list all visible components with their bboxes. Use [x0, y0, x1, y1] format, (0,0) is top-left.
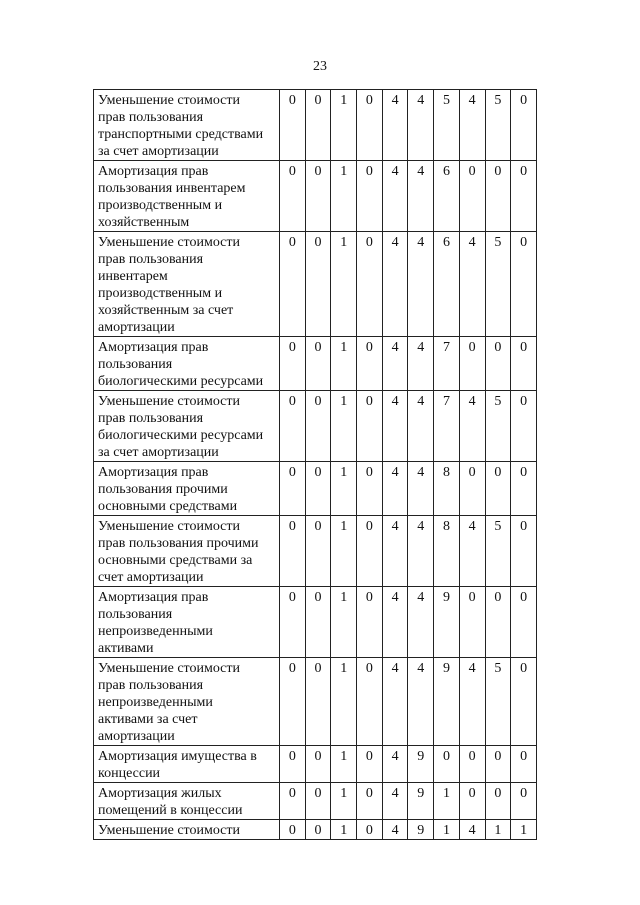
code-digit-cell: 4 [382, 587, 408, 658]
code-digit-cell: 5 [485, 232, 511, 337]
code-digit-cell: 1 [331, 90, 357, 161]
code-digit-cell: 5 [485, 90, 511, 161]
code-digit-cell: 0 [305, 462, 331, 516]
code-digit-cell: 4 [382, 161, 408, 232]
code-digit-cell: 4 [408, 90, 434, 161]
code-digit-cell: 5 [485, 516, 511, 587]
code-digit-cell: 0 [459, 462, 485, 516]
code-digit-cell: 0 [511, 658, 537, 746]
code-digit-cell: 4 [459, 90, 485, 161]
code-digit-cell: 9 [408, 783, 434, 820]
description-line: прав пользования [98, 110, 204, 125]
code-digit-cell: 1 [331, 516, 357, 587]
page-number: 23 [313, 59, 327, 74]
code-digit-cell: 1 [331, 161, 357, 232]
description-line: производственным и [98, 286, 223, 301]
code-digit-cell: 4 [382, 516, 408, 587]
row-description [94, 820, 280, 840]
code-digit-cell: 1 [331, 658, 357, 746]
code-digit-cell: 0 [459, 746, 485, 783]
code-digit-cell: 0 [280, 161, 306, 232]
code-digit-cell: 0 [511, 516, 537, 587]
description-line: инвентарем [98, 269, 168, 284]
code-digit-cell: 4 [408, 391, 434, 462]
description-line: счет амортизации [98, 570, 204, 585]
table-body [94, 90, 537, 840]
description-line: Уменьшение стоимости [98, 394, 240, 409]
description-line: за счет амортизации [98, 445, 219, 460]
code-digit-cell: 0 [485, 746, 511, 783]
code-digit-cell: 0 [357, 232, 383, 337]
table-row [94, 232, 537, 337]
code-digit-cell: 0 [280, 391, 306, 462]
code-digit-cell: 0 [459, 337, 485, 391]
code-digit-cell: 0 [305, 391, 331, 462]
description-line: Уменьшение стоимости [98, 93, 240, 108]
code-digit-cell: 0 [305, 161, 331, 232]
code-digit-cell: 8 [434, 516, 460, 587]
code-digit-cell: 1 [331, 783, 357, 820]
code-digit-cell: 0 [357, 462, 383, 516]
code-digit-cell: 4 [459, 516, 485, 587]
code-digit-cell: 0 [280, 820, 306, 840]
code-digit-cell: 4 [459, 820, 485, 840]
row-description [94, 391, 280, 462]
code-digit-cell: 0 [485, 462, 511, 516]
table-row [94, 462, 537, 516]
description-line: амортизации [98, 320, 175, 335]
description-line: прав пользования [98, 411, 204, 426]
row-description [94, 161, 280, 232]
code-digit-cell: 0 [357, 820, 383, 840]
code-digit-cell: 0 [280, 90, 306, 161]
code-digit-cell: 1 [434, 783, 460, 820]
row-description [94, 658, 280, 746]
code-digit-cell: 4 [408, 658, 434, 746]
code-digit-cell: 0 [511, 462, 537, 516]
description-line: непроизведенными [98, 695, 213, 710]
code-digit-cell: 0 [305, 337, 331, 391]
code-digit-cell: 0 [280, 746, 306, 783]
code-digit-cell: 1 [331, 337, 357, 391]
description-line: прав пользования [98, 678, 204, 693]
code-digit-cell: 5 [485, 391, 511, 462]
code-digit-cell: 0 [357, 516, 383, 587]
row-description [94, 90, 280, 161]
code-digit-cell: 0 [280, 587, 306, 658]
description-line: хозяйственным [98, 215, 190, 230]
code-digit-cell: 4 [408, 587, 434, 658]
code-digit-cell: 0 [305, 658, 331, 746]
row-description [94, 783, 280, 820]
description-line: помещений в концессии [98, 803, 243, 818]
code-digit-cell: 0 [357, 337, 383, 391]
code-digit-cell: 1 [511, 820, 537, 840]
code-digit-cell: 4 [459, 232, 485, 337]
description-line: прав пользования [98, 252, 204, 267]
code-digit-cell: 9 [434, 587, 460, 658]
code-digit-cell: 5 [434, 90, 460, 161]
code-digit-cell: 0 [280, 516, 306, 587]
code-digit-cell: 0 [357, 587, 383, 658]
budget-code-table [93, 89, 537, 840]
row-description [94, 746, 280, 783]
description-line: биологическими ресурсами [98, 374, 264, 389]
code-digit-cell: 0 [357, 161, 383, 232]
code-digit-cell: 4 [382, 820, 408, 840]
table-row [94, 587, 537, 658]
code-digit-cell: 1 [485, 820, 511, 840]
code-digit-cell: 0 [485, 161, 511, 232]
code-digit-cell: 0 [280, 232, 306, 337]
row-description [94, 232, 280, 337]
code-digit-cell: 4 [382, 90, 408, 161]
code-digit-cell: 0 [511, 90, 537, 161]
code-digit-cell: 6 [434, 232, 460, 337]
table-row [94, 820, 537, 840]
code-digit-cell: 4 [408, 516, 434, 587]
code-digit-cell: 4 [382, 391, 408, 462]
code-digit-cell: 0 [459, 587, 485, 658]
code-digit-cell: 0 [305, 746, 331, 783]
code-digit-cell: 1 [434, 820, 460, 840]
description-line: основными средствами [98, 499, 238, 514]
code-digit-cell: 0 [511, 746, 537, 783]
description-line: прав пользования прочими [98, 536, 259, 551]
description-line: концессии [98, 766, 161, 781]
description-line: производственным и [98, 198, 223, 213]
code-digit-cell: 4 [382, 462, 408, 516]
table-row [94, 337, 537, 391]
code-digit-cell: 4 [382, 783, 408, 820]
description-line: активами за счет [98, 712, 198, 727]
code-digit-cell: 0 [357, 90, 383, 161]
code-digit-cell: 0 [280, 658, 306, 746]
description-line: амортизации [98, 729, 175, 744]
description-line: Уменьшение стоимости [98, 519, 240, 534]
description-line: пользования [98, 607, 173, 622]
code-digit-cell: 0 [305, 820, 331, 840]
code-digit-cell: 0 [485, 337, 511, 391]
table-row [94, 391, 537, 462]
code-digit-cell: 4 [459, 658, 485, 746]
code-digit-cell: 4 [382, 658, 408, 746]
description-line: за счет амортизации [98, 144, 219, 159]
code-digit-cell: 6 [434, 161, 460, 232]
code-digit-cell: 0 [357, 391, 383, 462]
code-digit-cell: 0 [511, 232, 537, 337]
code-digit-cell: 1 [331, 587, 357, 658]
row-description [94, 462, 280, 516]
code-digit-cell: 4 [408, 232, 434, 337]
code-digit-cell: 0 [434, 746, 460, 783]
code-digit-cell: 1 [331, 232, 357, 337]
code-digit-cell: 4 [408, 161, 434, 232]
code-digit-cell: 4 [459, 391, 485, 462]
description-line: Амортизация прав [98, 164, 209, 179]
code-digit-cell: 4 [382, 232, 408, 337]
code-digit-cell: 4 [408, 337, 434, 391]
code-digit-cell: 9 [408, 820, 434, 840]
description-line: Уменьшение стоимости [98, 235, 240, 250]
description-line: активами [98, 641, 154, 656]
description-line: хозяйственным за счет [98, 303, 234, 318]
table-row [94, 658, 537, 746]
description-line: Амортизация прав [98, 465, 209, 480]
code-digit-cell: 0 [305, 232, 331, 337]
code-digit-cell: 0 [511, 783, 537, 820]
table-row [94, 746, 537, 783]
description-line: транспортными средствами [98, 127, 264, 142]
code-digit-cell: 1 [331, 820, 357, 840]
row-description [94, 337, 280, 391]
description-line: биологическими ресурсами [98, 428, 264, 443]
code-digit-cell: 0 [280, 783, 306, 820]
code-digit-cell: 4 [382, 337, 408, 391]
description-line: Амортизация прав [98, 340, 209, 355]
code-digit-cell: 0 [305, 90, 331, 161]
code-digit-cell: 9 [434, 658, 460, 746]
table-row [94, 516, 537, 587]
description-line: Амортизация жилых [98, 786, 222, 801]
table-row [94, 161, 537, 232]
description-line: непроизведенными [98, 624, 213, 639]
code-digit-cell: 0 [459, 783, 485, 820]
code-digit-cell: 7 [434, 337, 460, 391]
code-digit-cell: 7 [434, 391, 460, 462]
description-line: пользования прочими [98, 482, 228, 497]
code-digit-cell: 1 [331, 391, 357, 462]
description-line: Амортизация прав [98, 590, 209, 605]
description-line: Уменьшение стоимости [98, 661, 240, 676]
row-description [94, 587, 280, 658]
code-digit-cell: 0 [485, 783, 511, 820]
code-digit-cell: 0 [357, 658, 383, 746]
code-digit-cell: 0 [485, 587, 511, 658]
code-digit-cell: 0 [305, 783, 331, 820]
code-digit-cell: 1 [331, 746, 357, 783]
code-digit-cell: 0 [280, 462, 306, 516]
code-digit-cell: 0 [305, 516, 331, 587]
code-digit-cell: 0 [459, 161, 485, 232]
description-line: пользования инвентарем [98, 181, 246, 196]
description-line: Уменьшение стоимости [98, 823, 240, 838]
table-row [94, 90, 537, 161]
code-digit-cell: 0 [280, 337, 306, 391]
code-digit-cell: 8 [434, 462, 460, 516]
description-line: Амортизация имущества в [98, 749, 257, 764]
row-description [94, 516, 280, 587]
table-row [94, 783, 537, 820]
code-digit-cell: 0 [357, 783, 383, 820]
description-line: пользования [98, 357, 173, 372]
code-digit-cell: 5 [485, 658, 511, 746]
code-digit-cell: 9 [408, 746, 434, 783]
code-digit-cell: 0 [511, 587, 537, 658]
code-digit-cell: 0 [511, 161, 537, 232]
code-digit-cell: 4 [408, 462, 434, 516]
code-digit-cell: 4 [382, 746, 408, 783]
code-digit-cell: 0 [511, 337, 537, 391]
code-digit-cell: 1 [331, 462, 357, 516]
code-digit-cell: 0 [511, 391, 537, 462]
code-digit-cell: 0 [305, 587, 331, 658]
code-digit-cell: 0 [357, 746, 383, 783]
description-line: основными средствами за [98, 553, 253, 568]
